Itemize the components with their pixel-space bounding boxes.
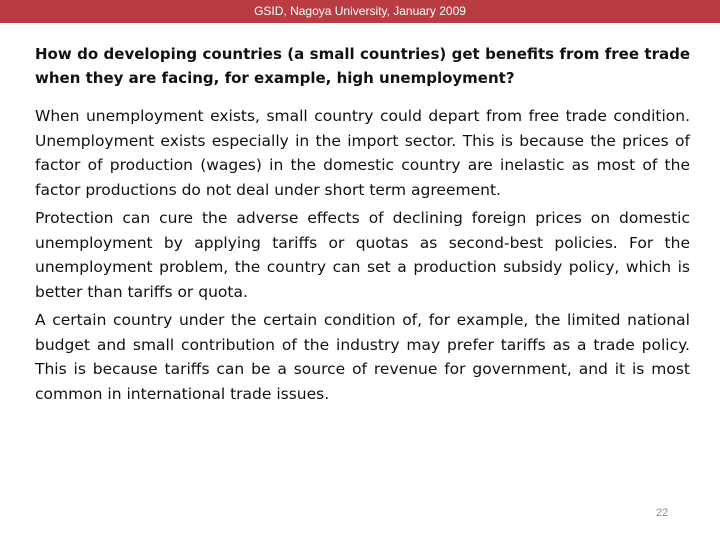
header-title: GSID, Nagoya University, January 2009 xyxy=(254,4,466,18)
header-bar xyxy=(0,0,720,23)
question-heading: How do developing countries (a small countries) get benefits from free trade when they are facing, for example, high unemployment? xyxy=(35,45,690,87)
body-paragraph-3: A certain country under the certain condition of, for example, the limited national budget and small contribution of the industry may prefer tariffs as a trade policy. This is because tariffs can be a source of revenue for government, and it is most common in international trade issues. xyxy=(35,311,690,403)
page-number: 22 xyxy=(656,507,669,519)
body-paragraph-1: When unemployment exists, small country could depart from free trade condition. Unemployment exists especially in the import sector. This is because the prices of factor of production (wages) in the domestic country are inelastic as most of the factor productions do not deal under short term agreement. xyxy=(35,107,690,199)
slide-body xyxy=(35,42,690,410)
body-paragraph-2: Protection can cure the adverse effects of declining foreign prices on domestic unemployment by applying tariffs or quotas as second-best policies. For the unemployment problem, the country can set a production subsidy policy, which is better than tariffs or quota. xyxy=(35,209,690,301)
